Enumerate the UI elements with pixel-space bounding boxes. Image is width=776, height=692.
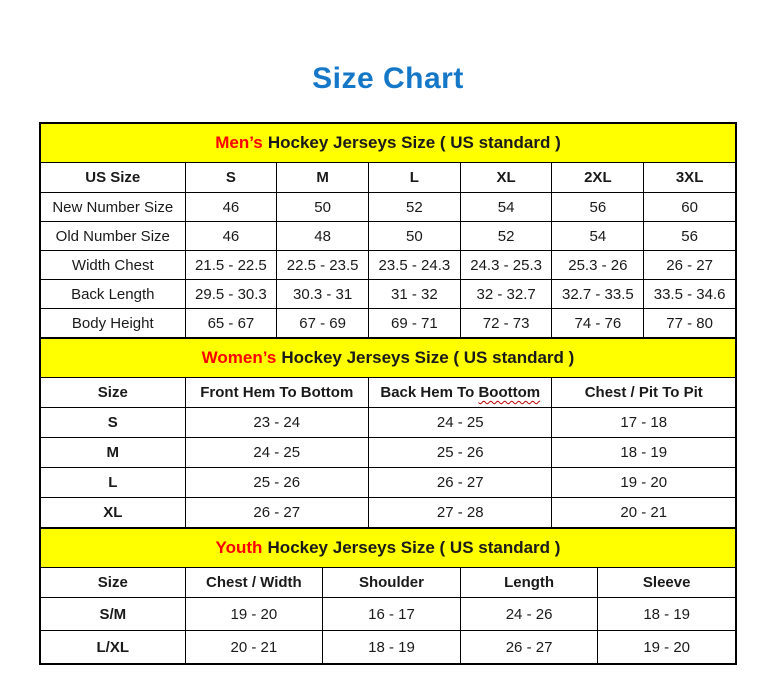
column-header-shoulder: Shoulder — [323, 568, 461, 598]
row-label: S/M — [41, 598, 186, 631]
column-header-s: S — [185, 163, 277, 193]
size-cell: 65 - 67 — [185, 309, 277, 338]
size-cell: 52 — [460, 222, 552, 251]
size-cell: 23.5 - 24.3 — [369, 251, 461, 280]
youth-banner-cell — [41, 529, 736, 568]
row-label: S — [41, 408, 186, 438]
size-cell: 56 — [552, 193, 644, 222]
column-header-length: Length — [460, 568, 598, 598]
mens-size-table — [40, 123, 736, 338]
womens-banner-row — [41, 339, 736, 378]
womens-size-table — [40, 338, 736, 528]
size-cell: 74 - 76 — [552, 309, 644, 338]
table-row-youth-sm — [41, 598, 736, 631]
size-cell: 50 — [277, 193, 369, 222]
size-cell: 18 - 19 — [552, 438, 736, 468]
mens-banner-cell — [41, 124, 736, 163]
row-label: M — [41, 438, 186, 468]
table-row-old-number-size — [41, 222, 736, 251]
size-cell: 72 - 73 — [460, 309, 552, 338]
size-cell: 20 - 21 — [185, 631, 323, 664]
size-cell: 52 — [369, 193, 461, 222]
size-cell: 19 - 20 — [552, 468, 736, 498]
size-cell: 77 - 80 — [644, 309, 736, 338]
column-header-sleeve: Sleeve — [598, 568, 736, 598]
table-row-new-number-size — [41, 193, 736, 222]
mens-header-row — [41, 163, 736, 193]
row-label: L/XL — [41, 631, 186, 664]
size-cell: 24 - 26 — [460, 598, 598, 631]
column-header-chest-pit: Chest / Pit To Pit — [552, 378, 736, 408]
size-cell: 69 - 71 — [369, 309, 461, 338]
row-label: Old Number Size — [41, 222, 186, 251]
row-label: New Number Size — [41, 193, 186, 222]
youth-banner-text: Hockey Jerseys Size ( US standard ) — [267, 538, 561, 557]
row-label: Body Height — [41, 309, 186, 338]
size-cell: 23 - 24 — [185, 408, 368, 438]
size-cell: 50 — [369, 222, 461, 251]
youth-banner-highlight: Youth — [215, 538, 263, 557]
page-title: Size Chart — [312, 62, 464, 95]
size-cell: 16 - 17 — [323, 598, 461, 631]
table-row-back-length — [41, 280, 736, 309]
table-row-women-m — [41, 438, 736, 468]
size-cell: 21.5 - 22.5 — [185, 251, 277, 280]
womens-banner-highlight: Women’s — [201, 348, 277, 367]
size-cell: 32 - 32.7 — [460, 280, 552, 309]
womens-header-row — [41, 378, 736, 408]
table-row-body-height — [41, 309, 736, 338]
column-header-size: Size — [41, 568, 186, 598]
column-header-m: M — [277, 163, 369, 193]
womens-banner-cell — [41, 339, 736, 378]
youth-header-row — [41, 568, 736, 598]
size-cell: 67 - 69 — [277, 309, 369, 338]
column-header-front-hem: Front Hem To Bottom — [185, 378, 368, 408]
size-cell: 26 - 27 — [460, 631, 598, 664]
size-cell: 25.3 - 26 — [552, 251, 644, 280]
column-header-2xl: 2XL — [552, 163, 644, 193]
table-row-women-s — [41, 408, 736, 438]
column-header-l: L — [369, 163, 461, 193]
size-cell: 54 — [460, 193, 552, 222]
size-cell: 54 — [552, 222, 644, 251]
size-cell: 24 - 25 — [369, 408, 552, 438]
size-cell: 60 — [644, 193, 736, 222]
table-row-youth-lxl — [41, 631, 736, 664]
size-cell: 19 - 20 — [185, 598, 323, 631]
mens-banner-highlight: Men’s — [215, 133, 263, 152]
size-cell: 29.5 - 30.3 — [185, 280, 277, 309]
column-header-3xl: 3XL — [644, 163, 736, 193]
size-cell: 56 — [644, 222, 736, 251]
size-cell: 20 - 21 — [552, 498, 736, 528]
size-cell: 24.3 - 25.3 — [460, 251, 552, 280]
youth-banner-row — [41, 529, 736, 568]
size-cell: 46 — [185, 193, 277, 222]
size-cell: 27 - 28 — [369, 498, 552, 528]
size-cell: 19 - 20 — [598, 631, 736, 664]
size-cell: 26 - 27 — [644, 251, 736, 280]
column-header-xl: XL — [460, 163, 552, 193]
table-row-women-l — [41, 468, 736, 498]
size-cell: 25 - 26 — [185, 468, 368, 498]
row-label: Width Chest — [41, 251, 186, 280]
back-hem-label-prefix: Back Hem To — [380, 384, 479, 401]
mens-banner-text: Hockey Jerseys Size ( US standard ) — [267, 133, 561, 152]
womens-banner-text: Hockey Jerseys Size ( US standard ) — [281, 348, 575, 367]
row-label: Back Length — [41, 280, 186, 309]
size-cell: 30.3 - 31 — [277, 280, 369, 309]
table-row-width-chest — [41, 251, 736, 280]
mens-banner-row — [41, 124, 736, 163]
size-cell: 25 - 26 — [369, 438, 552, 468]
size-cell: 31 - 32 — [369, 280, 461, 309]
size-cell: 46 — [185, 222, 277, 251]
column-header-size: Size — [41, 378, 186, 408]
column-header-us-size: US Size — [41, 163, 186, 193]
table-row-women-xl — [41, 498, 736, 528]
youth-size-table — [40, 528, 736, 664]
size-cell: 26 - 27 — [369, 468, 552, 498]
size-cell: 48 — [277, 222, 369, 251]
back-hem-label-typo: Boottom — [478, 384, 541, 401]
row-label: L — [41, 468, 186, 498]
size-cell: 26 - 27 — [185, 498, 368, 528]
size-cell: 17 - 18 — [552, 408, 736, 438]
column-header-chest-width: Chest / Width — [185, 568, 323, 598]
size-cell: 24 - 25 — [185, 438, 368, 468]
size-cell: 18 - 19 — [598, 598, 736, 631]
size-cell: 22.5 - 23.5 — [277, 251, 369, 280]
row-label: XL — [41, 498, 186, 528]
size-cell: 33.5 - 34.6 — [644, 280, 736, 309]
size-cell: 18 - 19 — [323, 631, 461, 664]
size-tables-container — [39, 122, 737, 665]
column-header-back-hem — [369, 378, 552, 408]
size-cell: 32.7 - 33.5 — [552, 280, 644, 309]
